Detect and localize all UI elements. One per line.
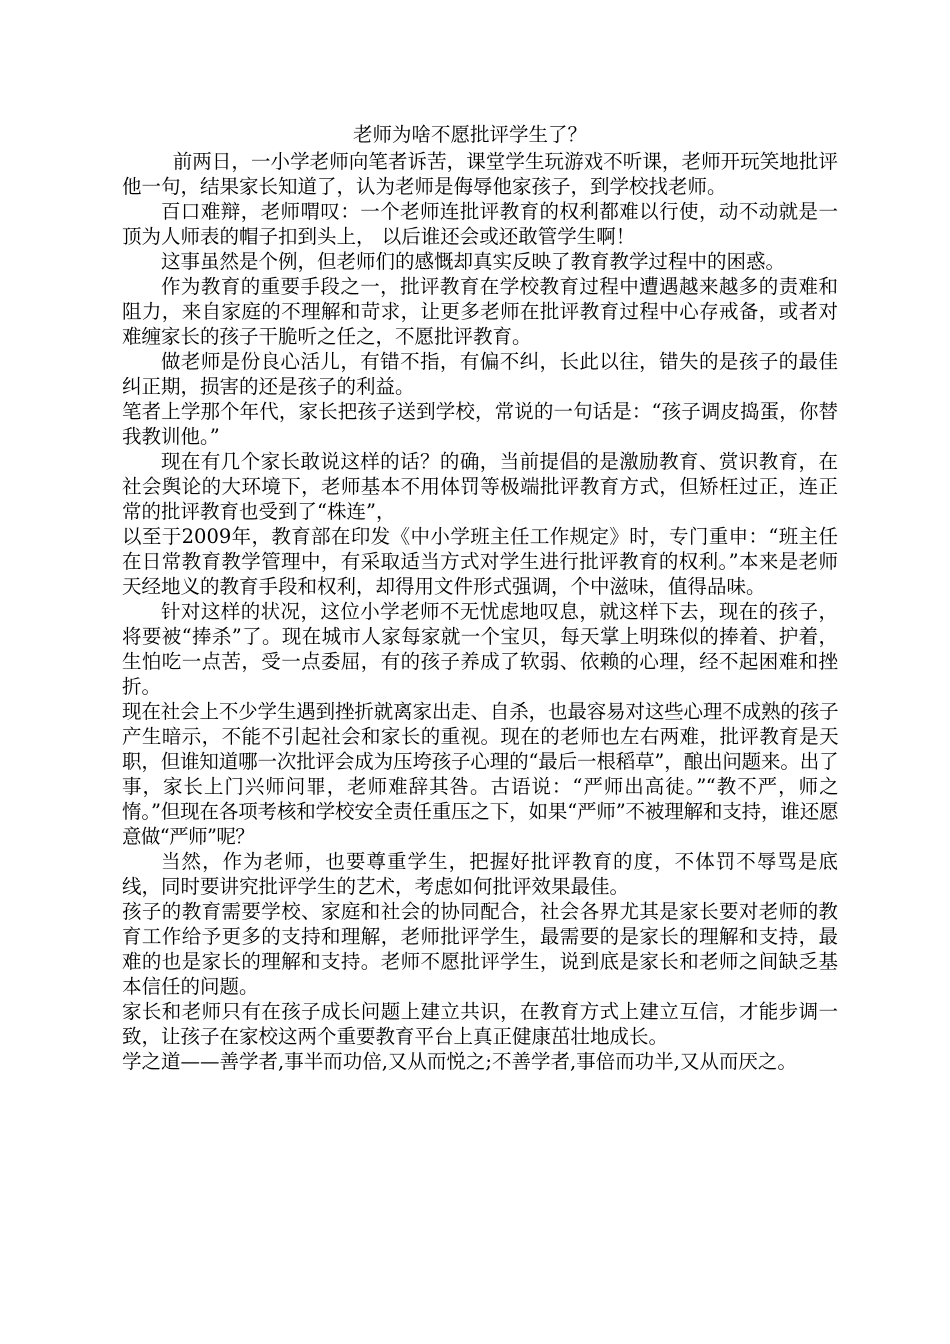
paragraph: 做老师是份良心活儿，有错不指，有偏不纠，长此以往，错失的是孩子的最佳纠正期，损害的还是孩子的利益。	[122, 350, 838, 398]
paragraph: 作为教育的重要手段之一，批评教育在学校教育过程中遭遇越来越多的责难和阻力，来自家庭的不理解和苛求，让更多老师在批评教育过程中心存戒备，或者对难缠家长的孩子干脆听之任之，不愿批评教育。	[122, 275, 838, 348]
article-title: 老师为啥不愿批评学生了？	[352, 123, 587, 146]
paragraph: 以至于2009年，教育部在印发《中小学班主任工作规定》时，专门重申：“班主任在日常教育教学管理中，有采取适当方式对学生进行批评教育的权利。”本来是老师天经地义的教育手段和权利，却得用文件形式强调，个中滋味，值得品味。	[122, 525, 838, 598]
paragraph: 笔者上学那个年代，家长把孩子送到学校，常说的一句话是：“孩子调皮捣蛋，你替我教训他。”	[122, 400, 838, 448]
paragraph: 孩子的教育需要学校、家庭和社会的协同配合，社会各界尤其是家长要对老师的教育工作给予更多的支持和理解，老师批评学生，最需要的是家长的理解和支持，最难的也是家长的理解和支持。老师不愿批评学生，说到底是家长和老师之间缺乏基本信任的问题。	[122, 900, 838, 998]
paragraph: 家长和老师只有在孩子成长问题上建立共识，在教育方式上建立互信，才能步调一致，让孩子在家校这两个重要教育平台上真正健康茁壮地成长。	[122, 1000, 838, 1048]
article-body	[122, 122, 838, 1074]
paragraph: 现在社会上不少学生遇到挫折就离家出走、自杀，也最容易对这些心理不成熟的孩子产生暗示，不能不引起社会和家长的重视。现在的老师也左右两难，批评教育是天职，但谁知道哪一次批评会成为压垮孩子心理的“最后一根稻草”，酿出问题来。出了事，家长上门兴师问罪，老师难辞其咎。古语说：“严师出高徒。”“教不严，师之惰。”但现在各项考核和学校安全责任重压之下，如果“严师”不被理解和支持，谁还愿意做“严师”呢？	[122, 700, 838, 848]
paragraph: 针对这样的状况，这位小学老师不无忧虑地叹息，就这样下去，现在的孩子，将要被“捧杀”了。现在城市人家每家就一个宝贝，每天掌上明珠似的捧着、护着，生怕吃一点苦，受一点委屈，有的孩子养成了软弱、依赖的心理，经不起困难和挫折。	[122, 600, 838, 698]
paragraph: 前两日，一小学老师向笔者诉苦，课堂学生玩游戏不听课，老师开玩笑地批评他一句，结果家长知道了，认为老师是侮辱他家孩子，到学校找老师。	[122, 150, 838, 198]
paragraph: 学之道——善学者,事半而功倍,又从而悦之;不善学者,事倍而功半,又从而厌之。	[122, 1050, 797, 1073]
paragraph: 现在有几个家长敢说这样的话？的确，当前提倡的是激励教育、赏识教育，在社会舆论的大环境下，老师基本不用体罚等极端批评教育方式，但矫枉过正，连正常的批评教育也受到了“株连”，	[122, 450, 838, 523]
paragraph: 这事虽然是个例，但老师们的感慨却真实反映了教育教学过程中的困惑。	[161, 250, 786, 273]
paragraph: 当然，作为老师，也要尊重学生，把握好批评教育的度，不体罚不辱骂是底线，同时要讲究批评学生的艺术，考虑如何批评效果最佳。	[122, 850, 838, 898]
paragraph: 百口难辩，老师喟叹：一个老师连批评教育的权利都难以行使，动不动就是一顶为人师表的帽子扣到头上， 以后谁还会或还敢管学生啊！	[122, 200, 838, 248]
